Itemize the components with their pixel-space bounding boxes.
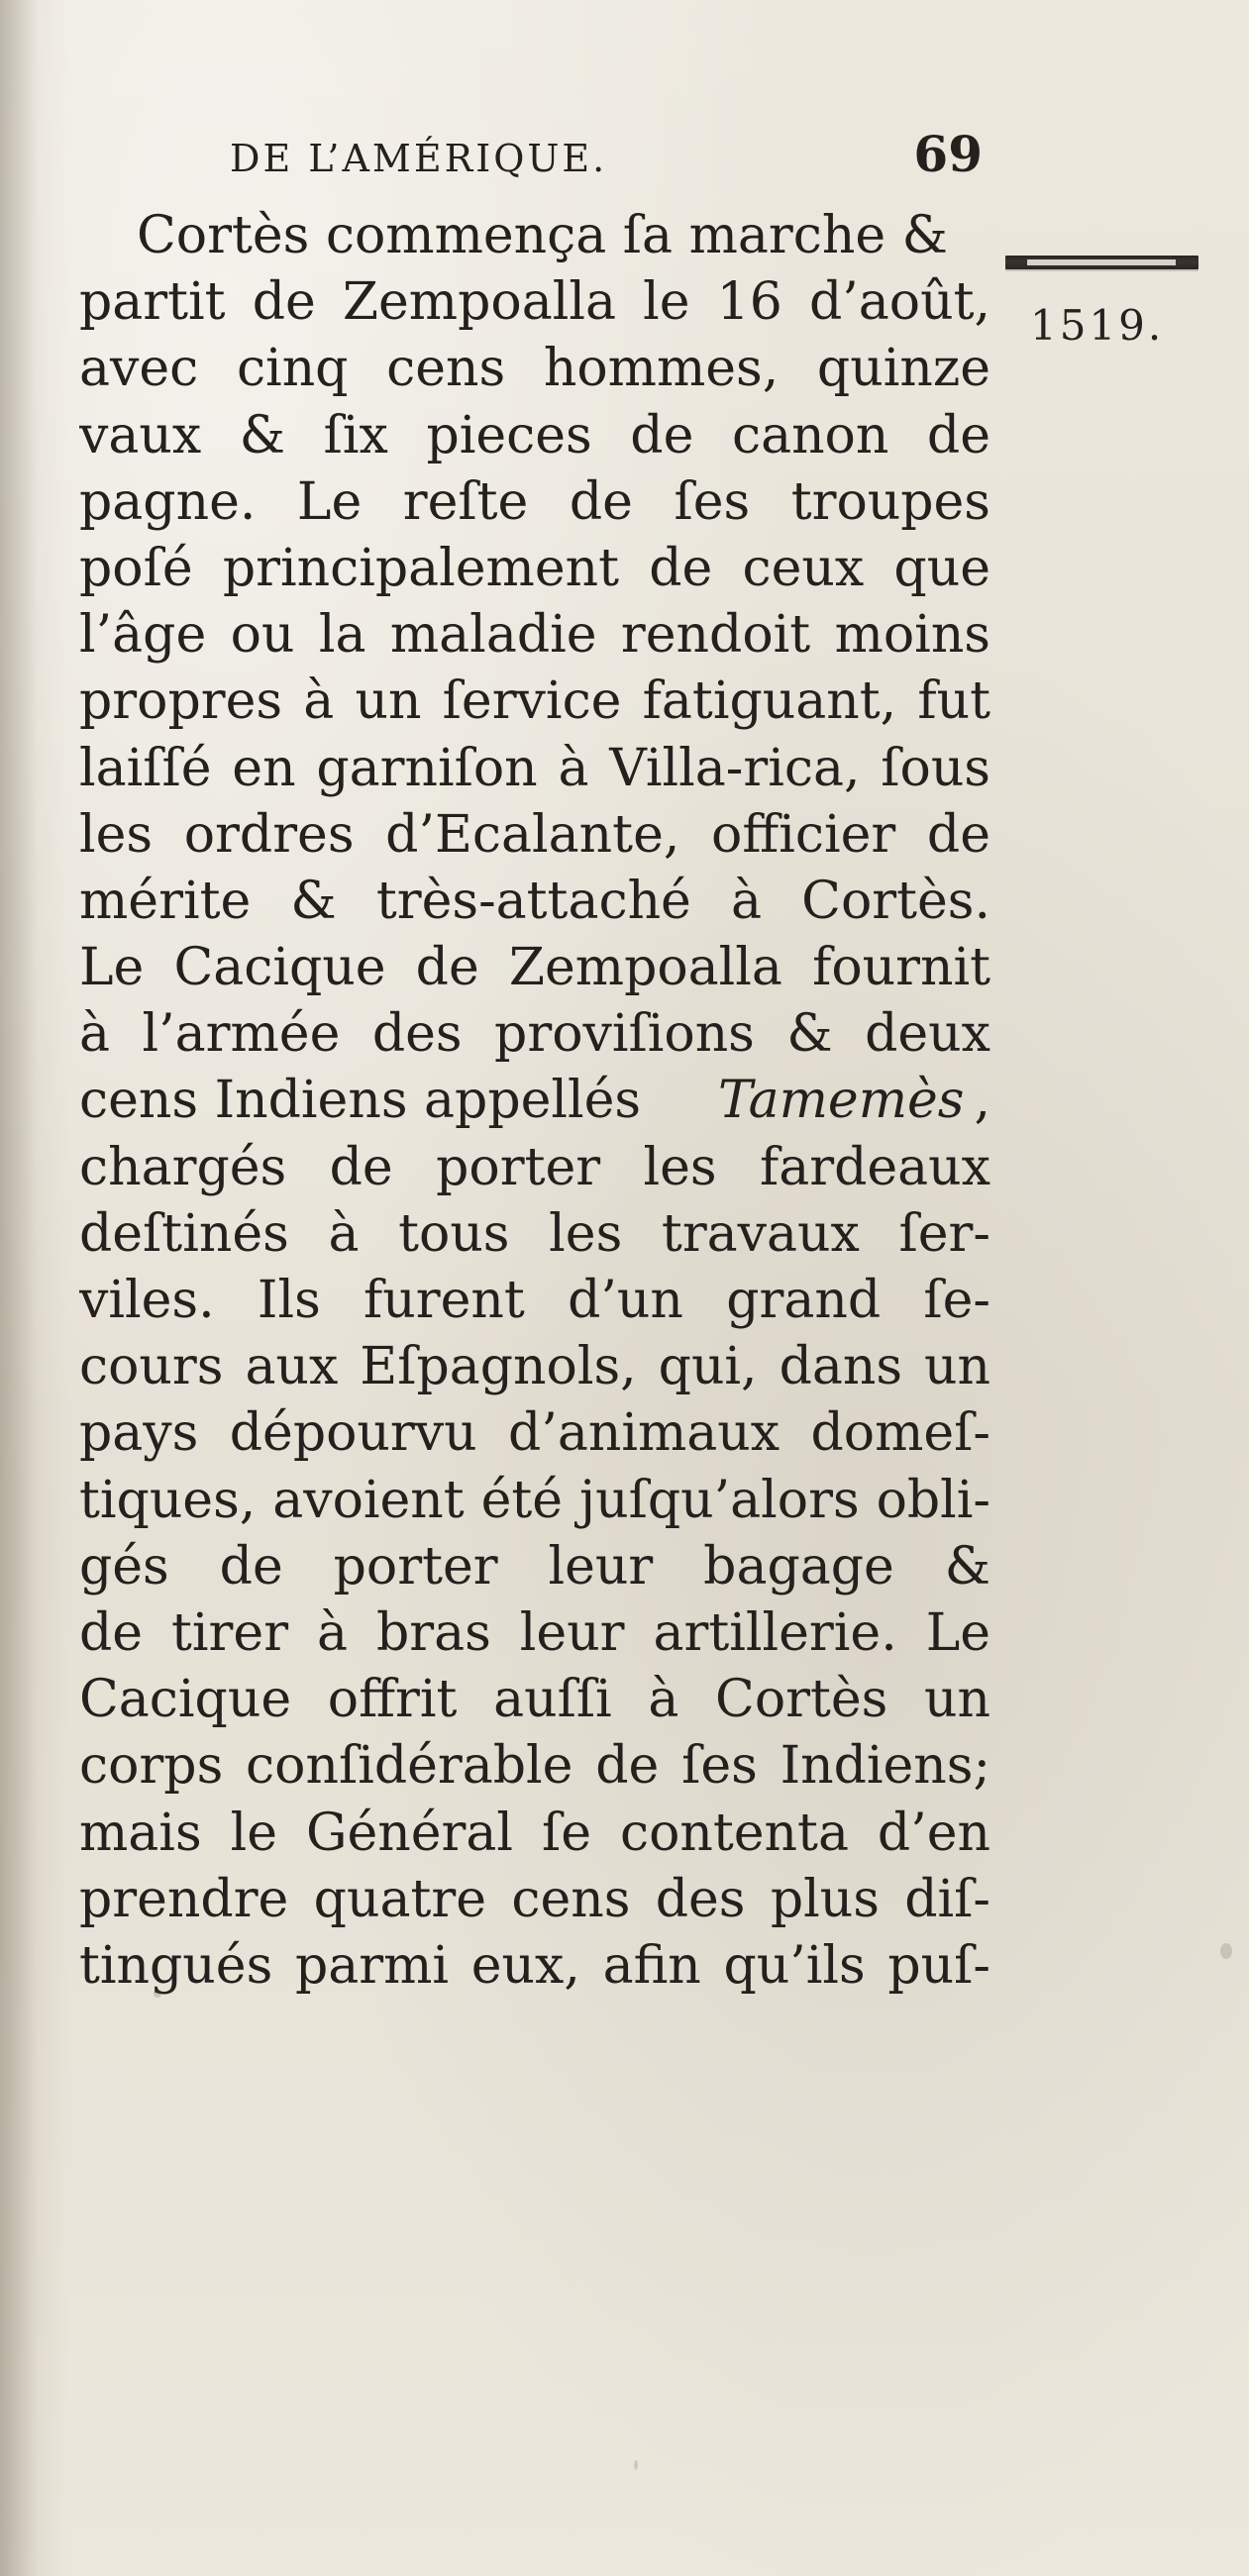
text-line [79,1068,990,1134]
body-text [79,203,990,2000]
paper-speck [634,2460,638,2470]
text-line: mérite & très-attaché à Cortès. [79,871,990,931]
text-line: gés de porter leur bagage & [79,1536,990,1597]
text-line: corps conſidérable de ſes Indiens; [79,1736,990,1797]
text-line: pays dépourvu d’animaux domeſ- [79,1403,990,1464]
text-line: vaux & ſix pieces de canon de [79,405,990,465]
text-line: chargés de porter les fardeaux [79,1137,990,1197]
text-line: viles. Ils furent d’un grand ſe- [79,1271,990,1330]
paper-speck [1220,1943,1232,1959]
paper-speck [154,1990,161,1998]
text-line: propres à un ſervice fatiguant, fut [79,671,990,732]
text-line: tingués parmi eux, afin qu’ils puſ- [79,1935,990,1996]
text-line: Cortès commença ſa marche & [137,206,948,265]
running-head: DE L’AMÉRIQUE. [230,137,608,180]
margin-year: 1519. [1030,301,1165,350]
text-line: mais le Général ſe contenta d’en [79,1803,990,1863]
text-fragment: cens Indiens appellés [79,1071,642,1131]
text-line: laiſſé en garniſon à Villa-rica, ſous [79,738,990,798]
text-line: cours aux Eſpagnols, qui, dans un [79,1337,990,1397]
comma: , [974,1071,990,1131]
text-line: tiques, avoient été juſqu’alors obli- [79,1470,990,1530]
text-line: les ordres d’Ecalante, officier de [79,804,990,865]
text-line: avec cinq cens hommes, quinze [79,339,990,399]
italic-term: Tamemès [717,1071,965,1131]
text-line: à l’armée des proviſions & deux [79,1004,990,1065]
text-line: partit de Zempoalla le 16 d’août, [79,272,990,333]
margin-rule [1005,256,1198,269]
page-header [230,125,983,184]
text-line: prendre quatre cens des plus diſ- [79,1869,990,1929]
text-line: l’âge ou la maladie rendoit moins [79,605,990,666]
text-line: deſtinés à tous les travaux ſer- [79,1203,990,1264]
page-number: 69 [913,125,983,183]
text-line: Cacique offrit auſſi à Cortès un [79,1670,990,1730]
text-line: Le Cacique de Zempoalla fournit [79,938,990,998]
text-line: poſé principalement de ceux que [79,538,990,598]
text-line: pagne. Le reſte de ſes troupes [79,471,990,532]
binding-shadow [0,0,38,2576]
text-line: de tirer à bras leur artillerie. Le [79,1602,990,1663]
